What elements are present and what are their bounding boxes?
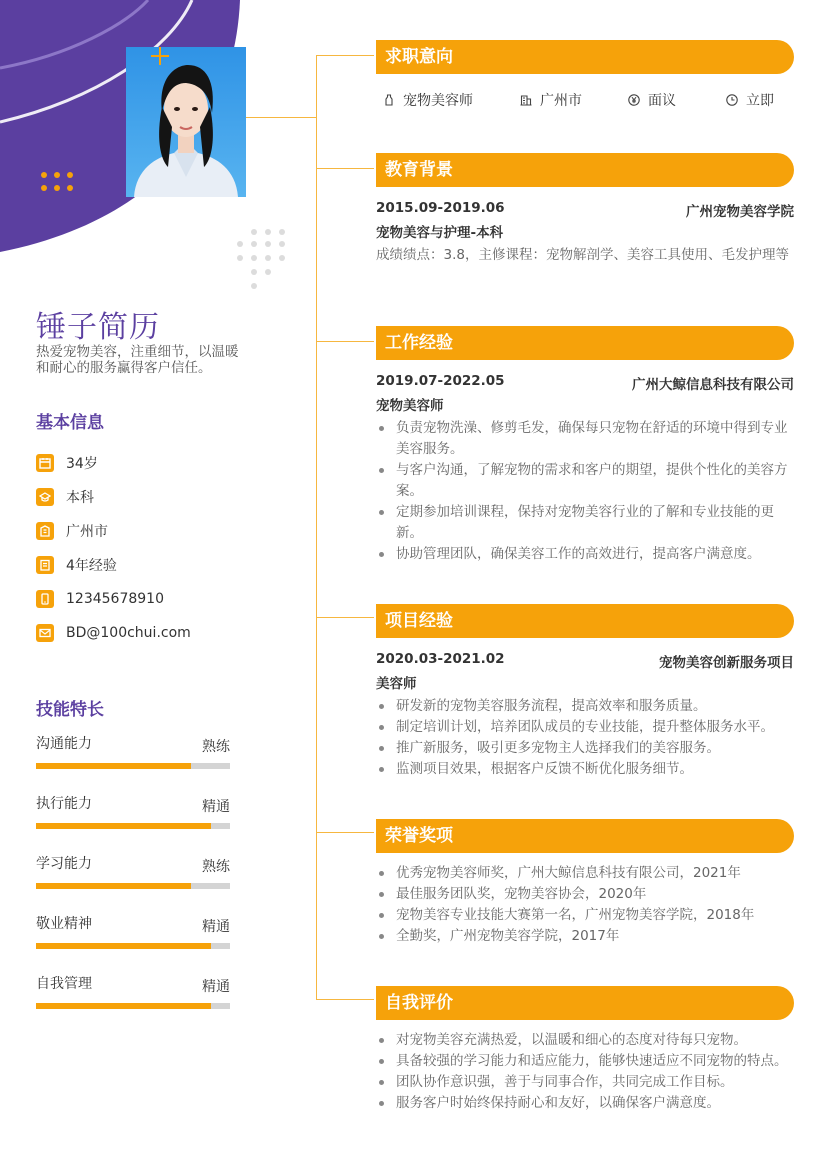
resume-name: 锤子简历 (36, 310, 160, 345)
section-header-self-eval: 自我评价 (376, 986, 794, 1020)
list-item: 定期参加培训课程，保持对宠物美容行业的了解和专业技能的更新。 (376, 502, 794, 544)
intent-position-text: 宠物美容师 (403, 93, 473, 109)
list-item: 对宠物美容充满热爱，以温暖和细心的态度对待每只宠物。 (376, 1030, 794, 1051)
skills-list (36, 733, 230, 1033)
intent-city-text: 广州市 (540, 93, 582, 109)
info-text: 34岁 (66, 456, 98, 472)
section-header-intent: 求职意向 (376, 40, 794, 74)
skill-bar (36, 823, 230, 829)
list-item: 服务客户时始终保持耐心和友好，以确保客户满意度。 (376, 1093, 794, 1114)
skill-bar-fill (36, 883, 191, 889)
skill-name: 自我管理 (36, 976, 92, 992)
skills-title: 技能特长 (36, 700, 104, 720)
skill-name: 敬业精神 (36, 916, 92, 932)
intent-salary (628, 90, 676, 110)
timeline-line (316, 55, 317, 1000)
skill-level: 精通 (202, 799, 230, 815)
education-header (376, 200, 794, 220)
skill-bar-fill (36, 1003, 211, 1009)
awards-bullets (376, 863, 794, 947)
profile-photo (126, 47, 246, 197)
list-item: 最佳服务团队奖，宠物美容协会，2020年 (376, 884, 794, 905)
briefcase-icon (36, 556, 54, 574)
work-header (376, 373, 794, 393)
section-header-awards: 荣誉奖项 (376, 819, 794, 853)
skill-bar (36, 1003, 230, 1009)
skill-name: 学习能力 (36, 856, 92, 872)
skill-item (36, 853, 230, 913)
intent-position (383, 90, 473, 110)
info-item-city (36, 514, 246, 548)
skill-bar (36, 763, 230, 769)
section-header-project: 项目经验 (376, 604, 794, 638)
skill-name: 执行能力 (36, 796, 92, 812)
list-item: 协助管理团队，确保美容工作的高效进行，提高客户满意度。 (376, 544, 794, 565)
info-item-phone (36, 582, 246, 616)
bottle-icon (383, 94, 395, 106)
info-text: 广州市 (66, 524, 108, 540)
project-header (376, 651, 794, 671)
skill-bar-fill (36, 763, 191, 769)
plus-decoration-icon (150, 46, 170, 66)
decorative-gray-dots (234, 228, 286, 290)
skill-level: 熟练 (202, 739, 230, 755)
work-period: 2019.07-2022.05 (376, 373, 505, 389)
skill-bar (36, 943, 230, 949)
list-item: 优秀宠物美容师奖，广州大鲸信息科技有限公司，2021年 (376, 863, 794, 884)
timeline-connector (316, 168, 374, 169)
work-bullets (376, 418, 794, 565)
info-item-age (36, 446, 246, 480)
list-item: 与客户沟通，了解宠物的需求和客户的期望，提供个性化的美容方案。 (376, 460, 794, 502)
info-item-experience (36, 548, 246, 582)
skill-item (36, 913, 230, 973)
calendar-icon (36, 454, 54, 472)
list-item: 制定培训计划，培养团队成员的专业技能，提升整体服务水平。 (376, 717, 794, 738)
intent-city (520, 90, 582, 110)
project-role: 美容师 (376, 676, 417, 692)
basic-info-title: 基本信息 (36, 413, 104, 433)
section-header-education: 教育背景 (376, 153, 794, 187)
list-item: 负责宠物洗澡、修剪毛发，确保每只宠物在舒适的环境中得到专业美容服务。 (376, 418, 794, 460)
self-eval-bullets (376, 1030, 794, 1114)
list-item: 监测项目效果，根据客户反馈不断优化服务细节。 (376, 759, 794, 780)
skill-item (36, 973, 230, 1033)
education-period: 2015.09-2019.06 (376, 200, 505, 216)
intent-availability (726, 90, 774, 110)
timeline-connector (316, 617, 374, 618)
skill-item (36, 793, 230, 853)
building-icon (520, 94, 532, 106)
building-icon (36, 522, 54, 540)
skill-bar (36, 883, 230, 889)
skill-item (36, 733, 230, 793)
list-item: 宠物美容专业技能大赛第一名，广州宠物美容学院，2018年 (376, 905, 794, 926)
info-text: 4年经验 (66, 558, 117, 574)
project-name: 宠物美容创新服务项目 (659, 655, 794, 671)
list-item: 全勤奖，广州宠物美容学院，2017年 (376, 926, 794, 947)
section-header-work: 工作经验 (376, 326, 794, 360)
info-text: BD@100chui.com (66, 625, 191, 641)
yuan-icon (628, 94, 640, 106)
clock-icon (726, 94, 738, 106)
intent-row (376, 88, 794, 112)
timeline-connector (316, 341, 374, 342)
list-item: 研发新的宠物美容服务流程，提高效率和服务质量。 (376, 696, 794, 717)
timeline-connector (316, 999, 374, 1000)
skill-level: 熟练 (202, 859, 230, 875)
skill-bar-fill (36, 823, 211, 829)
list-item: 团队协作意识强，善于与同事合作，共同完成工作目标。 (376, 1072, 794, 1093)
profile-intro: 热爱宠物美容，注重细节，以温暖和耐心的服务赢得客户信任。 (36, 344, 239, 376)
skill-level: 精通 (202, 979, 230, 995)
graduation-cap-icon (36, 488, 54, 506)
education-detail: 成绩绩点：3.8，主修课程：宠物解剖学、美容工具使用、毛发护理等 (376, 247, 789, 263)
timeline-connector (316, 55, 374, 56)
intent-salary-text: 面议 (648, 93, 676, 109)
list-item: 推广新服务，吸引更多宠物主人选择我们的美容服务。 (376, 738, 794, 759)
info-text: 本科 (66, 490, 94, 506)
project-bullets (376, 696, 794, 780)
project-period: 2020.03-2021.02 (376, 651, 505, 667)
info-item-email (36, 616, 246, 650)
intent-availability-text: 立即 (746, 93, 774, 109)
photo-connector-line (246, 117, 316, 118)
skill-bar-fill (36, 943, 211, 949)
work-company: 广州大鲸信息科技有限公司 (632, 377, 794, 393)
work-role: 宠物美容师 (376, 398, 444, 414)
education-major: 宠物美容与护理-本科 (376, 225, 504, 241)
timeline-connector (316, 832, 374, 833)
info-item-education (36, 480, 246, 514)
basic-info-list (36, 446, 246, 650)
list-item: 具备较强的学习能力和适应能力，能够快速适应不同宠物的特点。 (376, 1051, 794, 1072)
skill-name: 沟通能力 (36, 736, 92, 752)
education-school: 广州宠物美容学院 (686, 204, 794, 220)
skill-level: 精通 (202, 919, 230, 935)
decorative-orange-dots (40, 172, 76, 192)
info-text: 12345678910 (66, 591, 164, 607)
mail-icon (36, 624, 54, 642)
phone-icon (36, 590, 54, 608)
